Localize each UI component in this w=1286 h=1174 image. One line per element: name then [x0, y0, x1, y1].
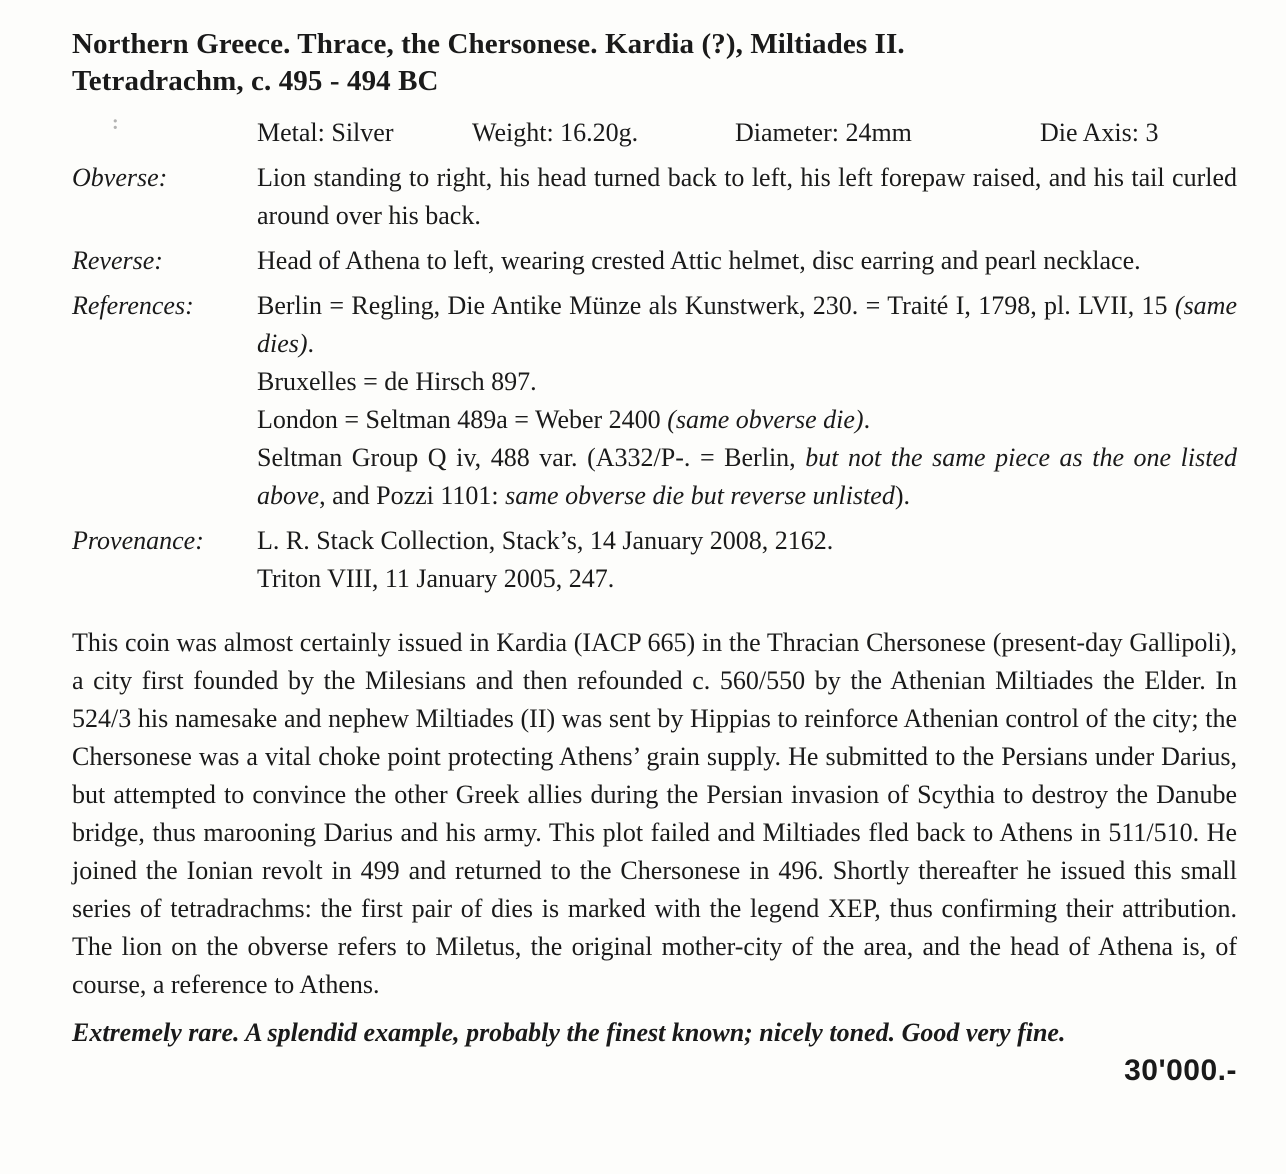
provenance-entry: Triton VIII, 11 January 2005, 247.	[257, 564, 615, 593]
lot-title-line2: Tetradrachm, c. 495 - 494 BC	[72, 65, 439, 97]
spec-die-axis: Die Axis: 3	[1040, 118, 1159, 147]
reverse-row	[72, 242, 1237, 280]
lot-description: This coin was almost certainly issued in Kardia (IACP 665) in the Thracian Chersonese (present-day Gallipoli), a city first founded by the Milesians and then refounded c. 560/550 by the Athenian Miltiades the Elder. In 524/3 his namesake and nephew Miltiades (II) was sent by Hippias to reinforce Athenian control of the city; the Chersonese was a vital choke point protecting Athens’ grain supply. He submitted to the Persians under Darius, but attempted to convince the other Greek allies during the Persian invasion of Scythia to destroy the Danube bridge, thus marooning Darius and his army. This plot failed and Miltiades fled back to Athens in 511/510. He joined the Ionian revolt in 499 and returned to the Chersonese in 496. Shortly thereafter he issued this small series of tetradrachms: the first pair of dies is marked with the legend XEP, thus confirming their attribution. The lion on the obverse refers to Miletus, the original mother-city of the area, and the head of Athena is, of course, a reference to Athens.	[72, 628, 1237, 999]
references-row	[72, 287, 1237, 515]
provenance-label: Provenance:	[72, 526, 204, 555]
reference-run: ).	[894, 481, 910, 510]
provenance-row	[72, 522, 1237, 598]
reference-run: Berlin = Regling, Die Antike Münze als Kunstwerk, 230. = Traité I, 1798, pl. LVII, 15	[257, 291, 1175, 320]
references-label: References:	[72, 291, 194, 320]
reference-run: Seltman Group Q iv, 488 var. (A332/P-. = Berlin,	[257, 443, 806, 472]
scan-artifact: :	[112, 112, 119, 134]
spec-diameter: Diameter: 24mm	[735, 118, 912, 147]
reference-entry	[257, 401, 1237, 439]
reference-run-italic: but not the same piece as the one listed above	[257, 443, 1237, 510]
reference-run: , and Pozzi 1101:	[319, 481, 506, 510]
condition-note: Extremely rare. A splendid example, probably the finest known; nicely toned. Good very fine.	[72, 1018, 1066, 1047]
provenance-entry: L. R. Stack Collection, Stack’s, 14 January 2008, 2162.	[257, 526, 834, 555]
reference-run-italic: (same dies)	[257, 291, 1237, 358]
reference-run: Bruxelles = de Hirsch 897.	[257, 367, 537, 396]
reference-entry	[257, 287, 1237, 363]
specs-row	[72, 114, 1237, 152]
obverse-text: Lion standing to right, his head turned back to left, his left forepaw raised, and his tail curled around over his back.	[257, 163, 1237, 230]
reverse-text: Head of Athena to left, wearing crested Attic helmet, disc earring and pearl necklace.	[257, 246, 1141, 275]
price-estimate: 30'000.-	[1124, 1054, 1237, 1087]
spec-weight: Weight: 16.20g.	[472, 118, 639, 147]
reference-run: .	[307, 329, 315, 358]
reference-run: London = Seltman 489a = Weber 2400	[257, 405, 668, 434]
reference-run-italic: same obverse die but reverse unlisted	[505, 481, 895, 510]
reference-run-italic: (same obverse die)	[667, 405, 864, 434]
lot-title-line1: Northern Greece. Thrace, the Chersonese. Kardia (?), Miltiades II.	[72, 28, 905, 60]
references-list	[257, 287, 1237, 515]
lot-title	[72, 26, 1237, 100]
reference-run: .	[863, 405, 871, 434]
reverse-label: Reverse:	[72, 246, 163, 275]
obverse-row	[72, 159, 1237, 235]
reference-entry	[257, 363, 1237, 401]
obverse-label: Obverse:	[72, 163, 168, 192]
spec-metal: Metal: Silver	[257, 118, 394, 147]
provenance-list	[257, 522, 1237, 598]
reference-entry	[257, 439, 1237, 515]
